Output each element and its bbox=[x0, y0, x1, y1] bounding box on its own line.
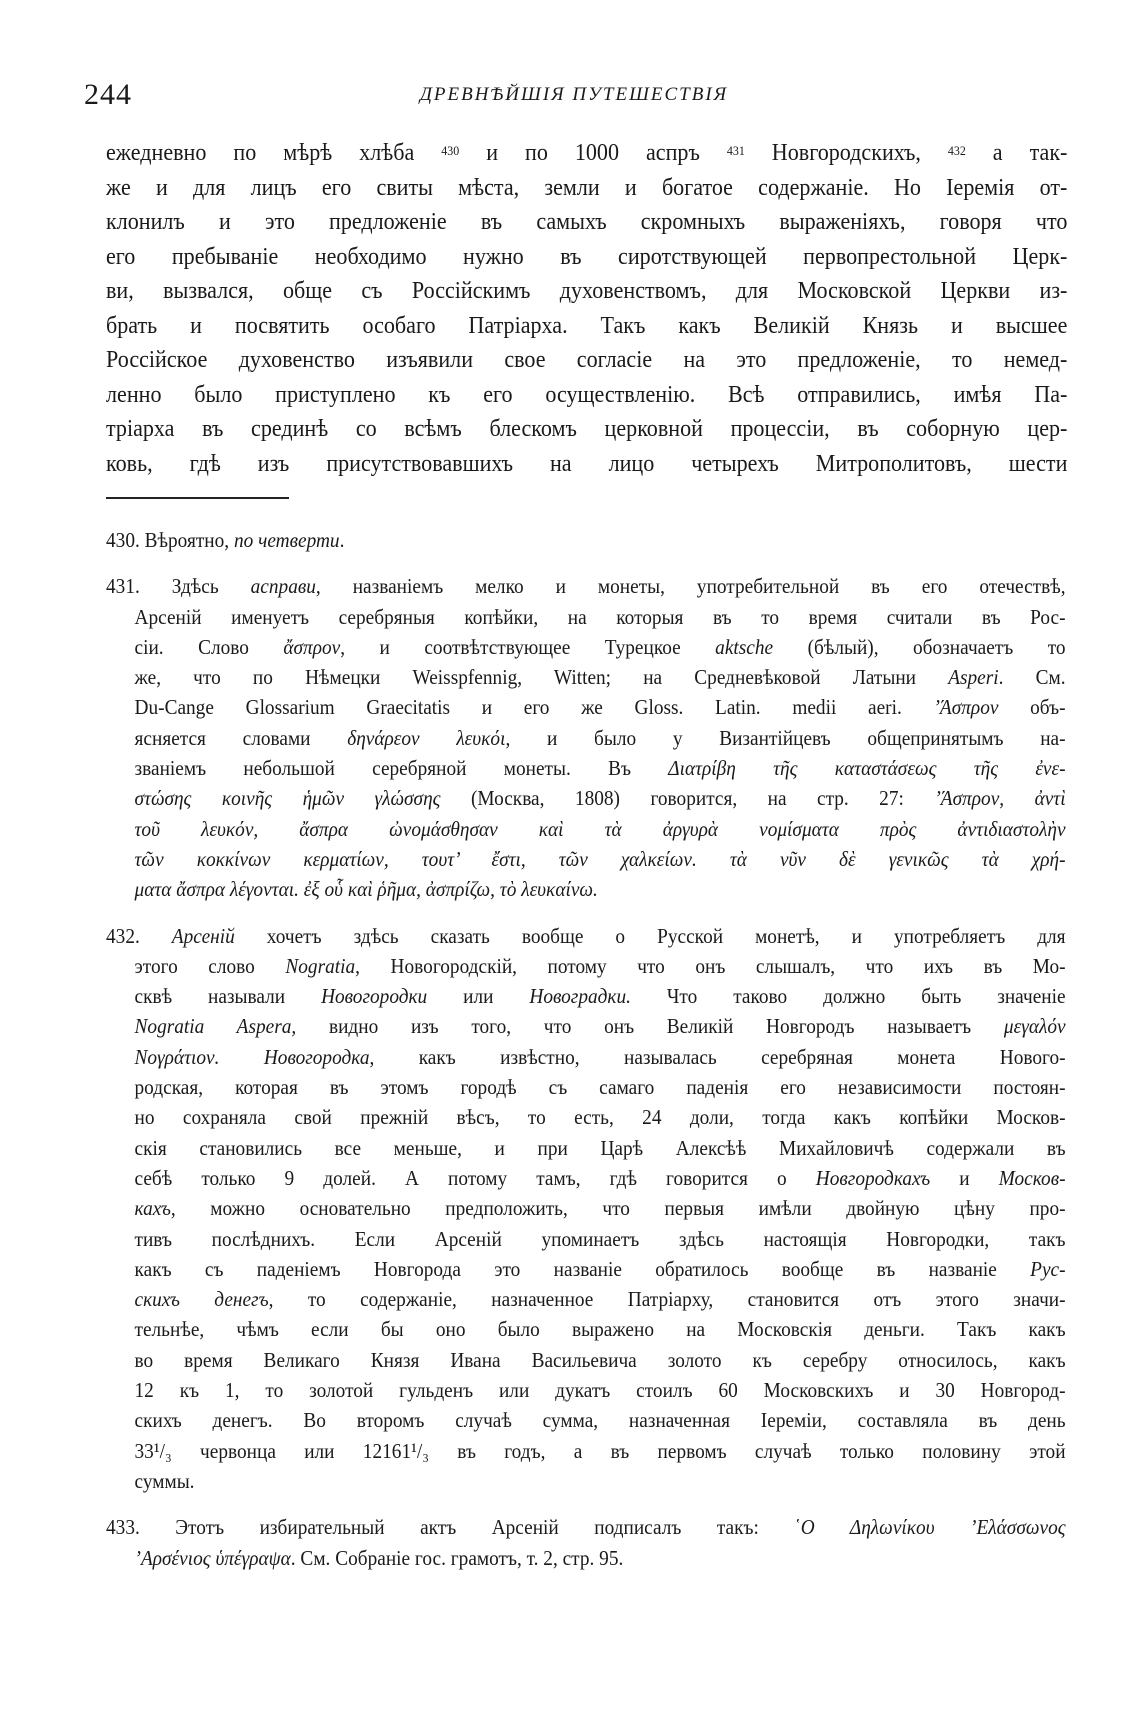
text-run: Du-Cange Glossarium Graecitatis и его же Gloss. Latin. medii aeri. bbox=[134, 695, 934, 720]
text-line: ви, вызвался, обще съ Россійскимъ духовенствомъ, для Московской Церкви из- bbox=[106, 278, 1068, 304]
page-number: 244 bbox=[84, 78, 132, 111]
text-run: сіи. Слово bbox=[134, 634, 284, 659]
italic-run: кахъ bbox=[134, 1196, 171, 1221]
footnote-line bbox=[106, 692, 1066, 722]
footnote-line bbox=[106, 753, 1066, 783]
footnote-ref-432[interactable]: 432 bbox=[947, 143, 966, 158]
text-run: . bbox=[339, 528, 345, 552]
footnote-line bbox=[106, 1543, 1066, 1573]
text-run: сквѣ называли bbox=[134, 984, 322, 1009]
text-run: какъ съ паденіемъ Новгорода это названіе обратилось вообще въ названіе bbox=[134, 1256, 1031, 1281]
text-run: а так- bbox=[965, 140, 1068, 166]
footnote-431 bbox=[106, 571, 1068, 904]
italic-run: ’Άσπρον bbox=[933, 695, 999, 720]
italic-run: Διατρίβη τῆς καταστάσεως τῆς ἐνε- bbox=[668, 756, 1066, 781]
italic-run: ’Αρσένιος ὑπέγραψα bbox=[134, 1545, 291, 1570]
footnote-line bbox=[106, 1133, 1066, 1163]
footnote-line bbox=[106, 1254, 1066, 1284]
footnote-line bbox=[106, 525, 1066, 555]
text-run: себѣ только 9 долей. А потому тамъ, гдѣ говорится о bbox=[134, 1165, 816, 1190]
italic-run: Москов- bbox=[998, 1165, 1066, 1190]
text-run: 433. Этотъ избирательный актъ Арсеній подписалъ такъ: bbox=[106, 1515, 795, 1540]
footnote-ref-431[interactable]: 431 bbox=[726, 143, 745, 158]
italic-run: Рус- bbox=[1030, 1256, 1066, 1281]
italic-run: скихъ денегъ bbox=[134, 1287, 269, 1312]
footnote-432 bbox=[106, 921, 1068, 1497]
footnote-line bbox=[106, 1284, 1066, 1314]
text-run: родская, которая въ этомъ городѣ съ самаго паденія его независимости постоян- bbox=[134, 1075, 1066, 1100]
text-line bbox=[106, 136, 1067, 171]
text-line: ленно было приступлено къ его осуществленію. Всѣ отправились, имѣя Па- bbox=[106, 381, 1068, 408]
text-run: но сохраняла свой прежній вѣсъ, то есть, 24 доли, тогда какъ копѣйки Москов- bbox=[134, 1105, 1066, 1130]
text-run: , то содержаніе, назначенное Патріарху, становится отъ этого значи- bbox=[268, 1287, 1066, 1312]
text-run: ежедневно по мѣрѣ хлѣба bbox=[106, 140, 442, 166]
text-run: Что таково должно быть значеніе bbox=[630, 984, 1066, 1009]
italic-run: по четверти bbox=[233, 528, 340, 552]
footnote-line bbox=[106, 632, 1066, 662]
text-run: , и было у Византійцевъ общепринятымъ на- bbox=[505, 725, 1066, 750]
text-run: видно изъ того, что онъ Великій Новгородъ называетъ bbox=[296, 1014, 1004, 1039]
text-line: тріарха въ срединѣ со всѣмъ блескомъ церковной процессіи, въ соборную цер- bbox=[106, 416, 1068, 442]
footnote-line bbox=[106, 1224, 1066, 1254]
text-run: 12 къ 1, то золотой гульденъ или дукатъ стоилъ 60 Московскихъ и 30 Новгород- bbox=[134, 1378, 1066, 1403]
text-run: суммы. bbox=[134, 1468, 195, 1493]
italic-run: Новгородкахъ bbox=[815, 1165, 931, 1190]
italic-run: δηνάρεον λευκόι bbox=[347, 725, 506, 750]
text-run: же, что по Нѣмецки Weisspfennig, Witten; на Средневѣковой Латыни bbox=[134, 665, 949, 690]
text-run: , и соотвѣтствующее Турецкое bbox=[340, 634, 716, 659]
footnote-line bbox=[106, 1193, 1066, 1223]
italic-run: Nogratia Aspera, bbox=[134, 1014, 297, 1039]
italic-run: ῾Ο Δηλωνίκου ’Ελάσσωνος bbox=[794, 1515, 1066, 1540]
footnote-line bbox=[106, 1163, 1066, 1193]
italic-run: στώσης κοινῆς ἡμῶν γλώσσης bbox=[134, 786, 441, 811]
text-run: или bbox=[427, 984, 530, 1009]
text-run: 432. bbox=[106, 923, 172, 948]
text-run: Арсеній именуетъ серебряныя копѣйки, на которыя въ то время считали въ Рос- bbox=[134, 604, 1066, 629]
italic-run: Νογράτιον. Новогородка bbox=[134, 1044, 370, 1069]
text-line: брать и посвятить особаго Патріарха. Такъ какъ Великій Князь и высшее bbox=[106, 312, 1068, 339]
footnote-divider bbox=[106, 497, 289, 499]
text-run: (бѣлый), обозначаетъ то bbox=[773, 634, 1066, 659]
footnote-ref-430[interactable]: 430 bbox=[441, 143, 460, 158]
text-run: 431. Здѣсь bbox=[106, 574, 251, 599]
italic-run: μεγαλόν bbox=[1003, 1014, 1066, 1039]
footnote-line bbox=[106, 981, 1066, 1011]
text-line: Россійское духовенство изъявили свое согласіе на это предложеніе, то немед- bbox=[106, 347, 1068, 373]
text-run: , Новогородскій, потому что онъ слышалъ, что ихъ въ Мо- bbox=[355, 953, 1066, 978]
text-run: 430. Вѣроятно, bbox=[106, 528, 234, 552]
footnote-line bbox=[106, 783, 1066, 813]
text-run: и по 1000 аспръ bbox=[459, 140, 727, 166]
text-run: Новгородскихъ, bbox=[744, 140, 948, 166]
footnote-line bbox=[106, 921, 1066, 951]
text-run: тивъ послѣднихъ. Если Арсеній упоминаетъ здѣсь настоящія Новгородки, такъ bbox=[134, 1226, 1066, 1251]
italic-run: Nogratia bbox=[285, 953, 356, 978]
footnote-line bbox=[106, 844, 1066, 874]
footnote-line bbox=[106, 1375, 1066, 1405]
text-run: этого слово bbox=[134, 953, 286, 978]
italic-run: ἄσπρον bbox=[283, 634, 341, 659]
footnote-430 bbox=[106, 525, 1068, 555]
text-run: , названіемъ мелко и монеты, употребительной въ его отечествѣ, bbox=[315, 574, 1066, 599]
text-run: объ- bbox=[998, 695, 1066, 720]
running-title: ДРЕВНѢЙШІЯ ПУТЕШЕСТВІЯ bbox=[419, 84, 729, 105]
footnote-line bbox=[106, 1102, 1066, 1132]
italic-run: τῶν κοκκίνων κερματίων, τουτ’ ἔστι, τῶν χαλκείων. τὰ νῦν δὲ γενικῶς τὰ χρή- bbox=[134, 846, 1066, 871]
italic-run: τοῦ λευκόν, ἄσπρα ὠνομάσθησαν καὶ τὰ ἀργυρὰ νομίσματα πρὸς ἀντιδιαστολὴν bbox=[134, 816, 1066, 841]
footnote-line bbox=[106, 1466, 1066, 1496]
text-line: клонилъ и это предложеніе въ самыхъ скромныхъ выраженіяхъ, говоря что bbox=[106, 209, 1068, 235]
text-run: скихъ денегъ. Во второмъ случаѣ сумма, назначенная Іереміи, составляла въ день bbox=[134, 1408, 1066, 1433]
footnote-line bbox=[106, 1011, 1066, 1041]
text-run: (Москва, 1808) говорится, на стр. 27: bbox=[440, 786, 935, 811]
main-text bbox=[106, 136, 1068, 481]
text-run: , какъ извѣстно, называлась серебряная монета Нового- bbox=[369, 1044, 1066, 1069]
footnotes bbox=[106, 525, 1068, 1589]
text-run: ясняется словами bbox=[134, 725, 348, 750]
text-run: хочетъ здѣсь сказать вообще о Русской монетѣ, и употребляетъ для bbox=[234, 923, 1066, 948]
footnote-433 bbox=[106, 1512, 1068, 1573]
italic-run: Новогородки bbox=[321, 984, 428, 1009]
text-run: . См. bbox=[998, 665, 1066, 690]
italic-run: aktsche bbox=[715, 634, 774, 659]
footnote-line bbox=[106, 1436, 1066, 1466]
footnote-line bbox=[106, 602, 1066, 632]
text-line: ковь, гдѣ изъ присутствовавшихъ на лицо четырехъ Митрополитовъ, шести bbox=[106, 450, 1068, 477]
italic-run: Арсеній bbox=[171, 923, 235, 948]
footnote-line bbox=[106, 1314, 1066, 1344]
text-run: , можно основательно предположить, что первыя имѣли двойную цѣну про- bbox=[170, 1196, 1066, 1221]
italic-run: ματα ἄσπρα λέγονται. ἐξ οὗ καὶ ῥῆμα, ἀσπρίζω, τὸ λευκαίνω. bbox=[134, 877, 598, 902]
page-header bbox=[84, 78, 1064, 118]
footnote-line bbox=[106, 1512, 1066, 1542]
text-run: 33¹/₃ червонца или 12161¹/₃ въ годъ, а въ первомъ случаѣ только половину этой bbox=[134, 1438, 1066, 1463]
footnote-line bbox=[106, 874, 1066, 904]
text-line: его пребываніе необходимо нужно въ сиротствующей первопрестольной Церк- bbox=[106, 243, 1068, 270]
footnote-line bbox=[106, 1072, 1066, 1102]
text-run: тельнѣе, чѣмъ если бы оно было выражено на Московскія деньги. Такъ какъ bbox=[134, 1317, 1066, 1342]
italic-run: асправи bbox=[250, 574, 316, 599]
footnote-line bbox=[106, 723, 1066, 753]
text-run: . См. Собраніе гос. грамотъ, т. 2, стр. 95. bbox=[290, 1545, 624, 1570]
text-run: и bbox=[930, 1165, 999, 1190]
text-run: скія становились все меньше, и при Царѣ Алексѣѣ Михайловичѣ содержали въ bbox=[134, 1135, 1066, 1160]
italic-run: Новоградки. bbox=[529, 984, 631, 1009]
footnote-line bbox=[106, 1405, 1066, 1435]
italic-run: Asperi bbox=[948, 665, 999, 690]
footnote-line bbox=[106, 1042, 1066, 1072]
footnote-line bbox=[106, 662, 1066, 692]
footnote-line bbox=[106, 814, 1066, 844]
italic-run: ’Άσπρον, ἀντὶ bbox=[934, 786, 1066, 811]
text-run: званіемъ небольшой серебряной монеты. Въ bbox=[134, 756, 669, 781]
text-line: же и для лицъ его свиты мѣста, земли и богатое содержаніе. Но Іеремія от- bbox=[106, 174, 1068, 201]
footnote-line bbox=[106, 571, 1066, 601]
footnote-line bbox=[106, 1345, 1066, 1375]
footnote-line bbox=[106, 951, 1066, 981]
text-run: во время Великаго Князя Ивана Васильевича золото къ серебру относилось, какъ bbox=[134, 1347, 1066, 1372]
